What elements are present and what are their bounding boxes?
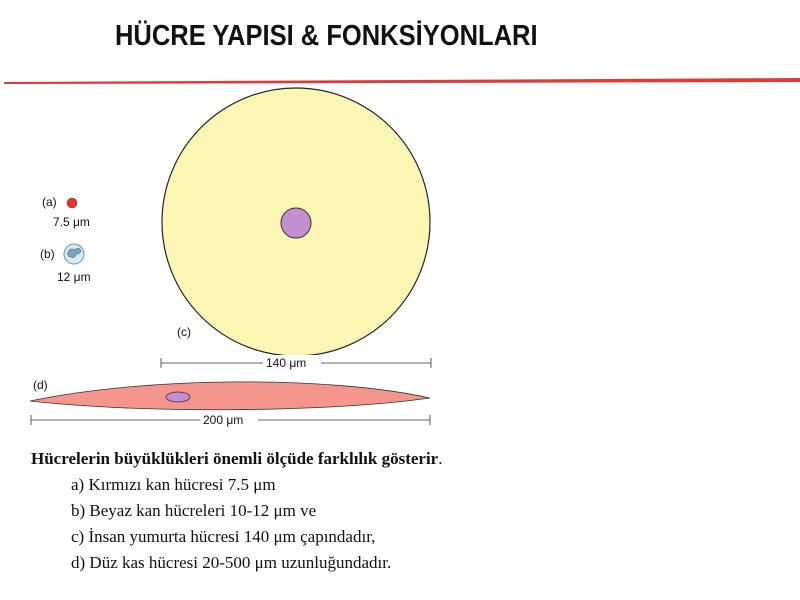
- label-c: (c): [177, 325, 191, 339]
- list-item: d) Düz kas hücresi 20-500 μm uzunluğundadır.: [71, 553, 392, 572]
- description-heading: Hücrelerin büyüklükleri önemli ölçüde farklılık gösterir: [31, 449, 439, 468]
- label-b: (b): [40, 247, 55, 261]
- description-text: [31, 446, 442, 576]
- size-c: 140 μm: [266, 356, 307, 370]
- egg-cell-nucleus: [281, 208, 311, 238]
- description-heading-line: [31, 446, 442, 472]
- label-d: (d): [33, 378, 48, 392]
- size-a: 7.5 μm: [53, 215, 90, 229]
- page-title: HÜCRE YAPISI & FONKSİYONLARI: [115, 20, 538, 52]
- description-heading-end: .: [438, 449, 443, 468]
- label-a: (a): [42, 195, 57, 209]
- list-item: c) İnsan yumurta hücresi 140 μm çapındadır,: [71, 527, 376, 546]
- list-item: b) Beyaz kan hücreleri 10-12 μm ve: [71, 501, 317, 520]
- size-b: 12 μm: [57, 270, 91, 284]
- smooth-muscle-cell: [30, 382, 430, 410]
- muscle-cell-nucleus: [166, 392, 190, 402]
- list-item: a) Kırmızı kan hücresi 7.5 μm: [71, 475, 276, 494]
- red-blood-cell: [67, 198, 77, 208]
- size-d: 200 μm: [203, 413, 244, 427]
